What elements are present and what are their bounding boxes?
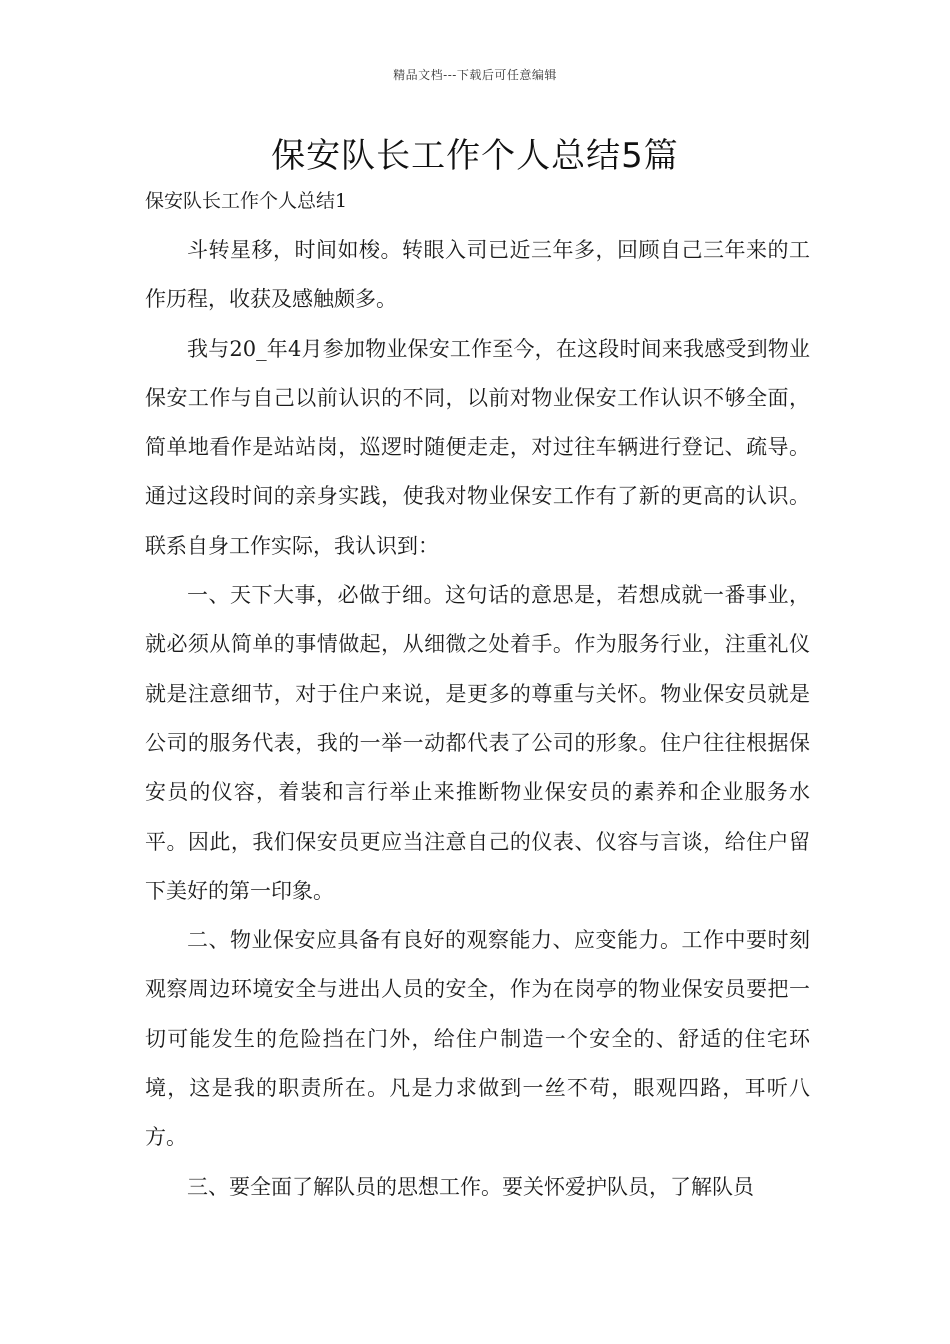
document-body: [145, 226, 810, 1212]
header-note: 精品文档---下载后可任意编辑: [393, 68, 557, 82]
section-heading: 保安队长工作个人总结1: [145, 190, 348, 212]
document-title: 保安队长工作个人总结5篇: [271, 136, 679, 176]
paragraph: 一、天下大事，必做于细。这句话的意思是，若想成就一番事业，就必须从简单的事情做起，从细微之处着手。作为服务行业，注重礼仪就是注意细节，对于住户来说，是更多的尊重与关怀。物业保安员就是公司的服务代表，我的一举一动都代表了公司的形象。住户往往根据保安员的仪容，着装和言行举止来推断物业保安员的素养和企业服务水平。因此，我们保安员更应当注意自己的仪表、仪容与言谈，给住户留下美好的第一印象。: [145, 583, 810, 903]
paragraph: 我与20_年4月参加物业保安工作至今，在这段时间来我感受到物业保安工作与自己以前认识的不同，以前对物业保安工作认识不够全面，简单地看作是站站岗，巡逻时随便走走，对过往车辆进行登记、疏导。通过这段时间的亲身实践，使我对物业保安工作有了新的更高的认识。联系自身工作实际，我认识到：: [145, 336, 810, 558]
paragraph: 二、物业保安应具备有良好的观察能力、应变能力。工作中要时刻观察周边环境安全与进出人员的安全，作为在岗亭的物业保安员要把一切可能发生的危险挡在门外，给住户制造一个安全的、舒适的住宅环境，这是我的职责所在。凡是力求做到一丝不苟，眼观四路，耳听八方。: [145, 928, 810, 1150]
paragraph: 三、要全面了解队员的思想工作。要关怀爱护队员，了解队员: [187, 1174, 754, 1199]
paragraph: 斗转星移，时间如梭。转眼入司已近三年多，回顾自己三年来的工作历程，收获及感触颇多。: [145, 238, 810, 312]
